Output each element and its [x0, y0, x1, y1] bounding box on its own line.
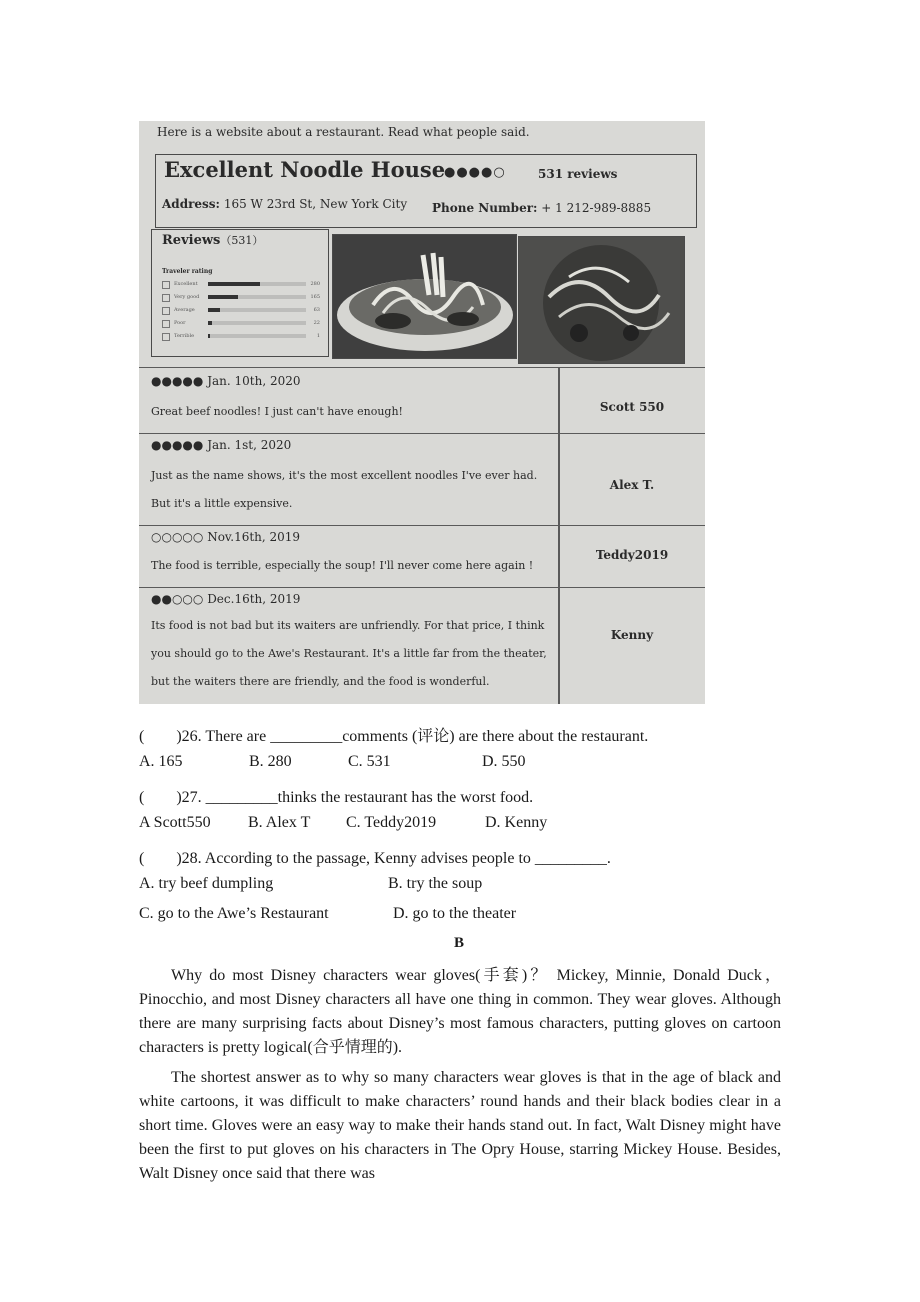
rating-checkbox	[162, 281, 170, 289]
rating-label: Terrible	[174, 333, 195, 339]
comment-text: The food is terrible, especially the soup! I'll never come here again !	[151, 559, 534, 572]
option: D. 550	[482, 753, 526, 770]
rating-fill	[208, 282, 260, 286]
option: C. go to the Awe’s Restaurant	[139, 905, 329, 922]
section-heading: B	[454, 935, 465, 951]
rating-checkbox	[162, 294, 170, 302]
noodle-bowl-photo	[332, 234, 517, 359]
rating-bar-row	[162, 293, 320, 303]
option: D. Kenny	[485, 814, 548, 831]
rating-bar-row	[162, 280, 320, 290]
comment-date: ●●●●● Jan. 1st, 2020	[151, 438, 292, 452]
rating-checkbox	[162, 333, 170, 341]
reviewer-name: Scott 550	[599, 400, 665, 414]
option: B. 280	[249, 753, 292, 770]
rating-count: 1	[316, 333, 320, 339]
option: A. try beef dumpling	[139, 875, 274, 892]
phone-label: Phone Number:	[432, 201, 538, 215]
option: B. try the soup	[388, 875, 483, 892]
rating-bar-row	[162, 319, 320, 329]
column-divider	[558, 588, 560, 704]
reviews-summary	[151, 229, 329, 357]
option: B. Alex T	[248, 814, 311, 831]
paragraph: Why do most Disney characters wear gloves(手套)？ Mickey, Minnie, Donald Duck，Pinocchio, and most Disney characters all have one thing in common. They wear gloves. Although there are many surprising facts about Disney’s most famous characters, putting gloves on cartoon characters is pretty logical(合乎情理的).	[139, 967, 781, 1056]
comment-row	[139, 367, 705, 434]
comment-text: Its food is not bad but its waiters are unfriendly. For that price, I think you should go to the Awe's Restaurant. It's a little far from the theater, but the waiters there are friendly, and the food is wonderful.	[151, 619, 547, 688]
restaurant-phone	[432, 201, 651, 215]
rating-bar-row	[162, 332, 320, 342]
rating-track	[208, 308, 306, 312]
rating-count: 280	[310, 281, 320, 287]
address-value: 165 W 23rd St, New York City	[223, 197, 408, 211]
website-intro: Here is a website about a restaurant. Read what people said.	[157, 125, 530, 139]
rating-label: Very good	[174, 294, 200, 300]
noodle-plate-photo	[518, 236, 685, 364]
restaurant-address	[162, 197, 407, 211]
comment-date: ●●○○○ Dec.16th, 2019	[151, 592, 301, 606]
rating-label: Average	[174, 307, 195, 313]
rating-label: Poor	[174, 320, 186, 326]
rating-count: 63	[313, 307, 320, 313]
rating-label: Excellent	[174, 281, 198, 287]
comment-text: Just as the name shows, it's the most excellent noodles I've ever had. But it's a little expensive.	[151, 469, 538, 510]
rating-fill	[208, 308, 220, 312]
comment-row	[139, 525, 705, 588]
rating-track	[208, 321, 306, 325]
reviews-title: Reviews（531）	[162, 233, 264, 248]
paragraph: The shortest answer as to why so many characters wear gloves is that in the age of black and white cartoons, it was difficult to make characters’ round hands and their black bodies clear in a short time. Gloves were an easy way to make their hands stand out. In fact, Walt Disney might have been the first to put gloves on his characters in The Opry House, starring Mickey House. Besides, Walt Disney once said that there was	[139, 1069, 781, 1182]
comment-date: ●●●●● Jan. 10th, 2020	[151, 374, 301, 388]
traveler-rating-label: Traveler rating	[162, 268, 213, 275]
rating-fill	[208, 295, 238, 299]
rating-track	[208, 334, 306, 338]
review-count: 531 reviews	[538, 167, 618, 181]
restaurant-name: Excellent Noodle House	[164, 157, 446, 182]
comment-text: Great beef noodles! I just can't have enough!	[151, 405, 403, 418]
restaurant-header	[155, 154, 697, 228]
rating-fill	[208, 334, 210, 338]
question-26: ( )26. There are _________comments (评论) are there about the restaurant.	[139, 728, 649, 745]
phone-value: + 1 212-989-8885	[541, 201, 652, 215]
question-28: ( )28. According to the passage, Kenny advises people to _________.	[139, 850, 611, 867]
rating-fill	[208, 321, 212, 325]
rating-count: 22	[313, 320, 320, 326]
reviews-count: （531）	[220, 234, 264, 247]
rating-bar-row	[162, 306, 320, 316]
option: D. go to the theater	[393, 905, 517, 922]
restaurant-website-photo	[139, 121, 705, 704]
rating-checkbox	[162, 307, 170, 315]
option: A Scott550	[139, 814, 211, 831]
reviewer-name: Alex T.	[609, 478, 655, 492]
rating-track	[208, 282, 306, 286]
question-27: ( )27. _________thinks the restaurant has the worst food.	[139, 789, 534, 806]
comment-row	[139, 587, 705, 704]
option: A. 165	[139, 753, 183, 770]
comment-date: ○○○○○ Nov.16th, 2019	[151, 530, 301, 544]
rating-count: 165	[310, 294, 320, 300]
rating-checkbox	[162, 320, 170, 328]
rating-track	[208, 295, 306, 299]
reviewer-name: Kenny	[610, 628, 654, 642]
comment-row	[139, 433, 705, 526]
option: C. 531	[348, 753, 391, 770]
reviewer-name: Teddy2019	[595, 548, 669, 562]
rating-stars: ●●●●○	[444, 165, 506, 180]
option: C. Teddy2019	[346, 814, 437, 831]
address-label: Address:	[162, 197, 220, 211]
